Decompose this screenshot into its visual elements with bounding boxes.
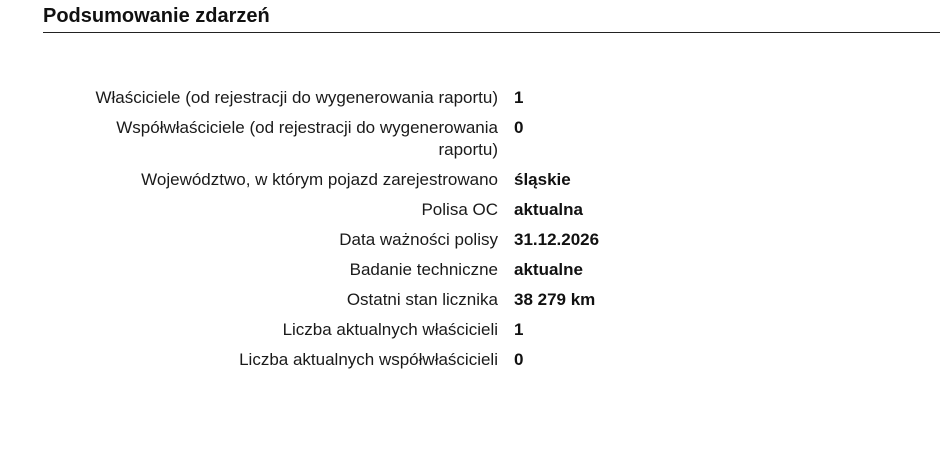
owners-value: 1	[514, 88, 524, 107]
policy-expiry-value: 31.12.2026	[514, 230, 600, 249]
section-header	[43, 2, 940, 33]
current-owners-value: 1	[514, 320, 524, 339]
technical-inspection-value: aktualne	[514, 260, 583, 279]
co-owners-label: Współwłaściciele (od rejestracji do wygenerowania raportu)	[116, 118, 498, 159]
oc-policy-value: aktualna	[514, 200, 583, 219]
co-owners-value: 0	[514, 118, 524, 137]
odometer-value: 38 279 km	[514, 290, 596, 309]
current-owners-label: Liczba aktualnych właścicieli	[282, 320, 498, 339]
section-title: Podsumowanie zdarzeń	[43, 5, 270, 27]
summary-row-current-owners	[60, 319, 760, 349]
voivodeship-label: Województwo, w którym pojazd zarejestrowano	[141, 170, 498, 189]
event-summary-list	[60, 87, 760, 379]
summary-row-owners	[60, 87, 760, 117]
policy-expiry-label: Data ważności polisy	[339, 230, 498, 249]
summary-row-odometer	[60, 289, 760, 319]
odometer-label: Ostatni stan licznika	[346, 290, 498, 309]
summary-row-technical-inspection	[60, 259, 760, 289]
technical-inspection-label: Badanie techniczne	[349, 260, 498, 279]
summary-row-policy-expiry	[60, 229, 760, 259]
summary-row-current-co-owners	[60, 349, 760, 379]
summary-row-oc-policy	[60, 199, 760, 229]
owners-label: Właściciele (od rejestracji do wygenerowania raportu)	[95, 88, 498, 107]
summary-row-voivodeship	[60, 169, 760, 199]
summary-row-co-owners	[60, 117, 760, 169]
current-co-owners-value: 0	[514, 350, 524, 369]
voivodeship-value: śląskie	[514, 170, 571, 189]
current-co-owners-label: Liczba aktualnych współwłaścicieli	[239, 350, 498, 369]
oc-policy-label: Polisa OC	[421, 200, 498, 219]
